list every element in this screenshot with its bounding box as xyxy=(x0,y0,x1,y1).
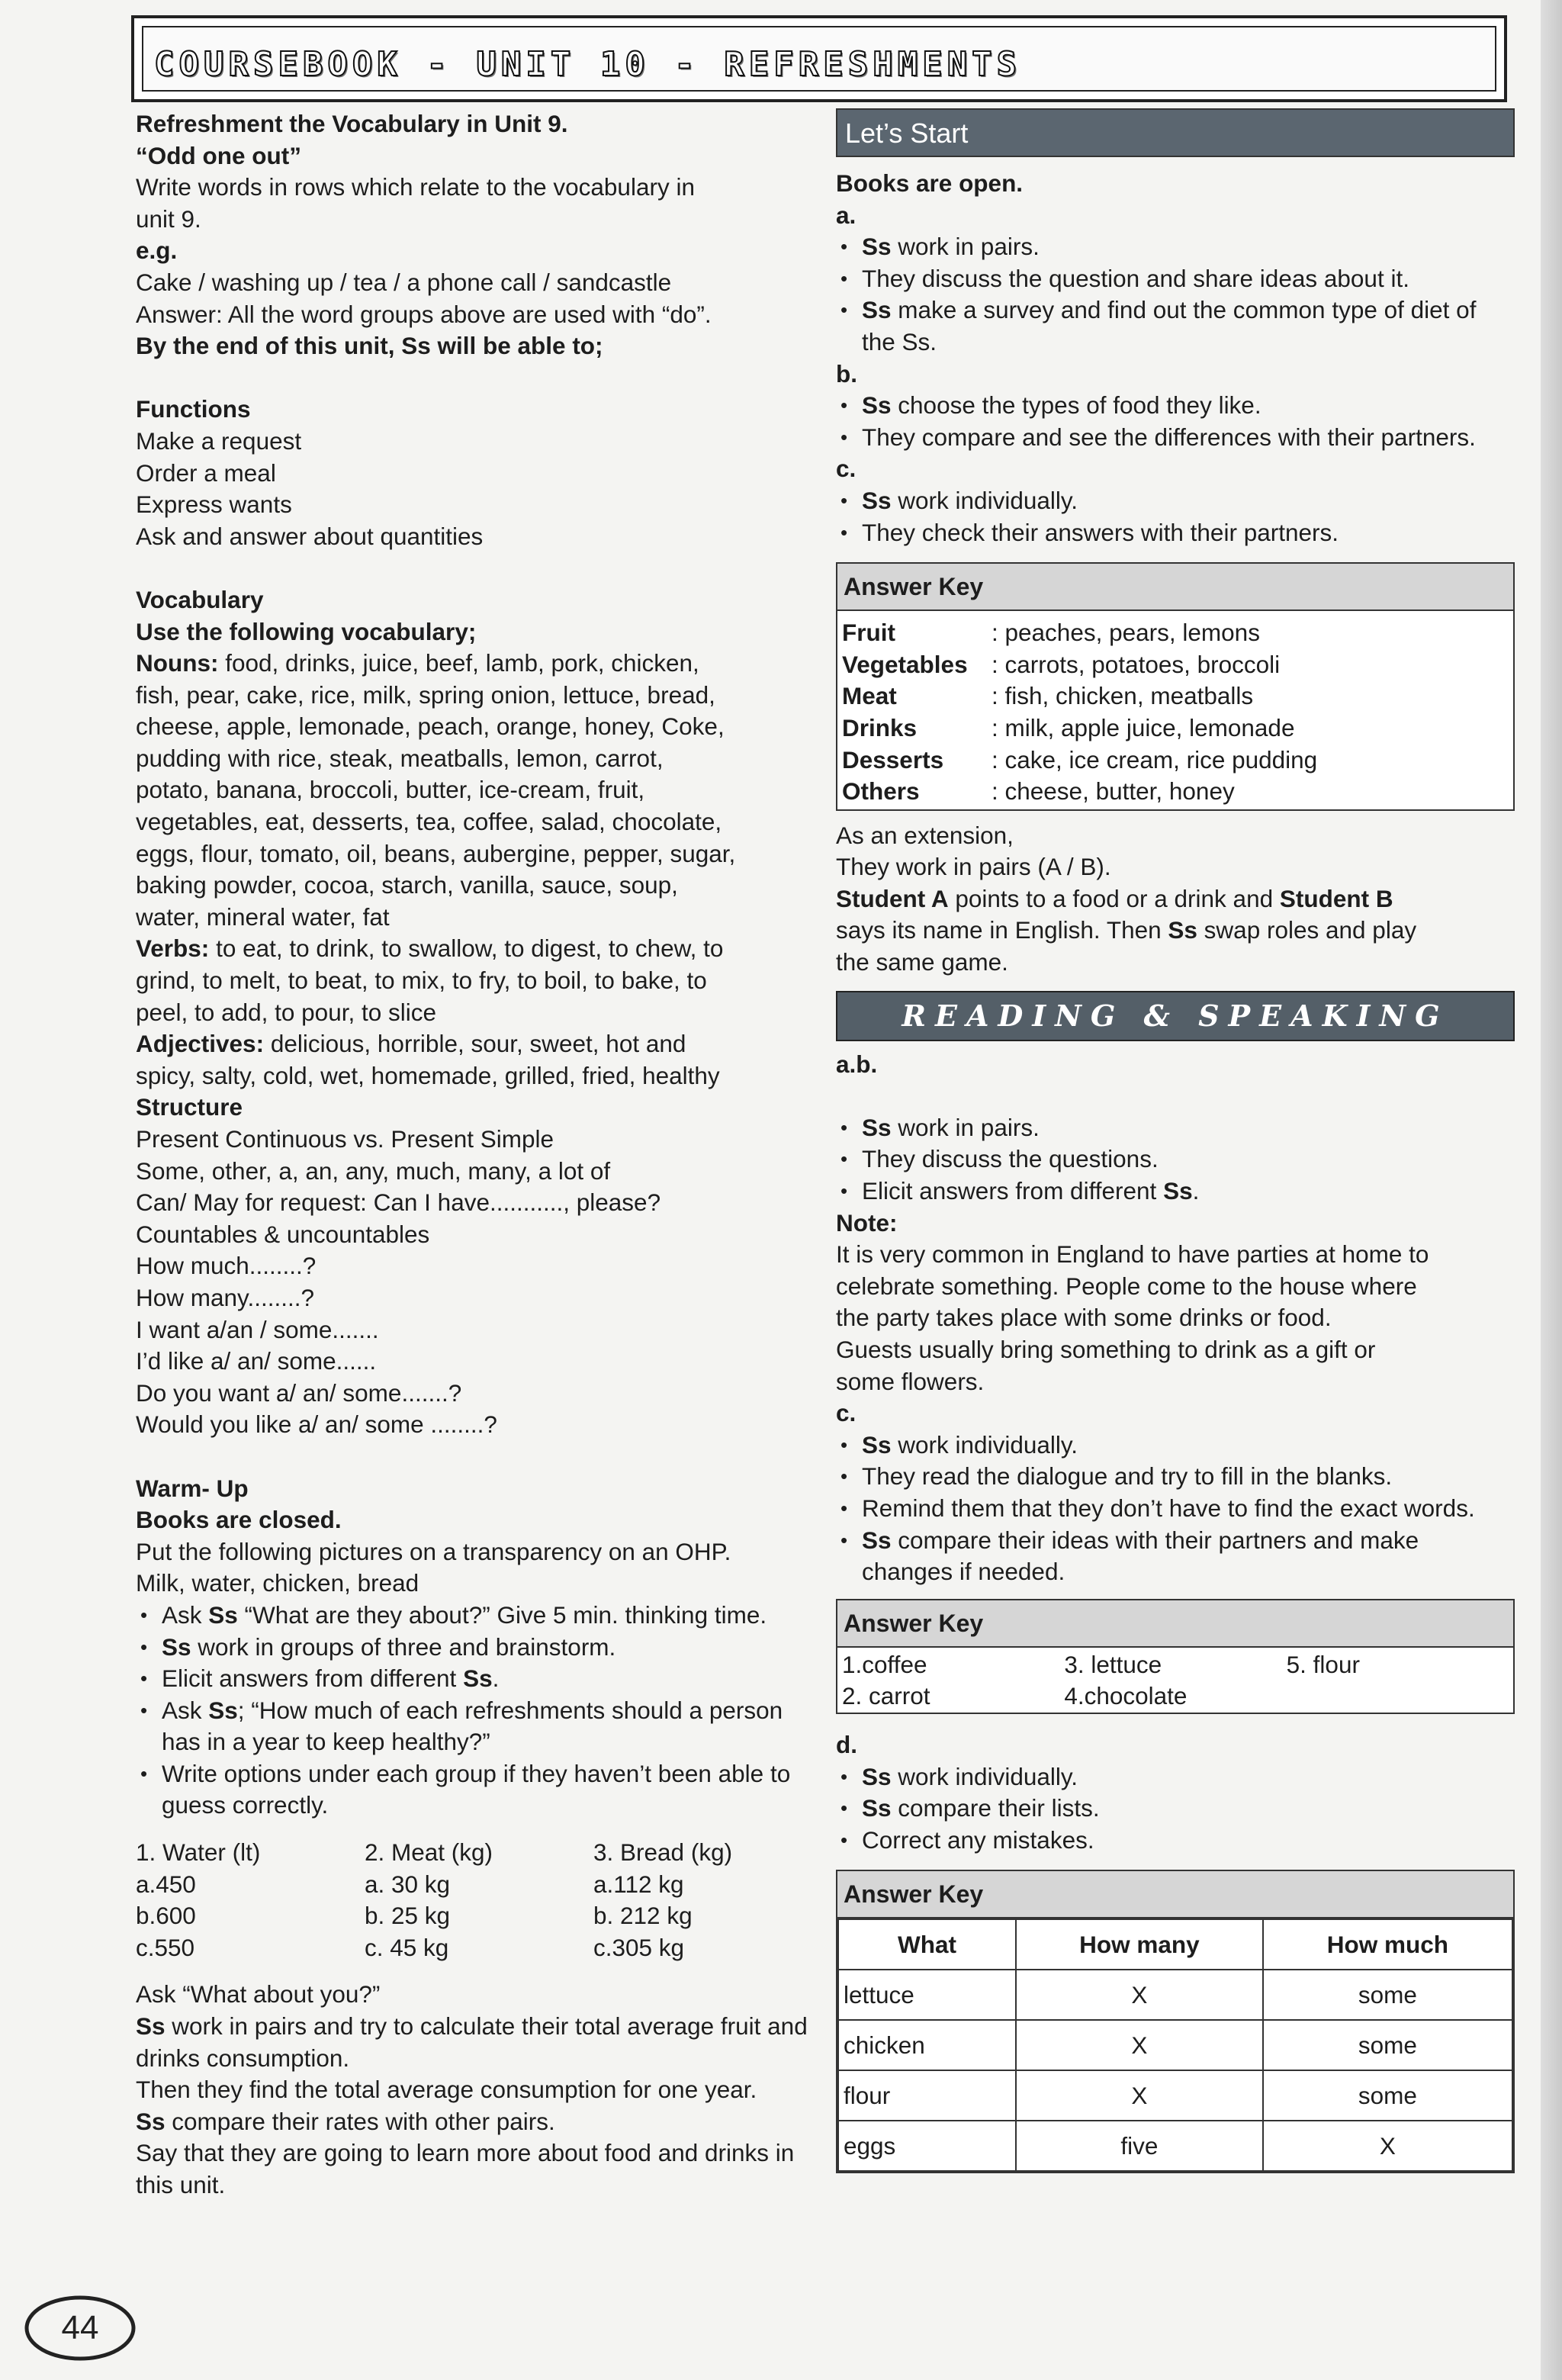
extension-line: As an extension, xyxy=(836,821,1014,849)
right-column xyxy=(836,108,1515,2173)
unit-header-title: COURSEBOOK - UNIT 10 - REFRESHMENTS xyxy=(154,45,1022,84)
answer-key-row: 1.coffee 3. lettuce 5. flour xyxy=(842,1650,1360,1678)
answer-line: Answer: All the word groups above are used with “do”. xyxy=(136,300,712,328)
list-item: • Write options under each group if they haven’t been able to guess correctly. xyxy=(136,1758,822,1822)
table-cell: eggs xyxy=(838,2121,1016,2171)
list-item: • They read the dialogue and try to fill in the blanks. xyxy=(836,1461,1515,1493)
page-number: 44 xyxy=(61,2309,99,2346)
extension-line: says its name in English. Then Ss swap roles and play xyxy=(836,916,1417,944)
table-row xyxy=(838,2121,1512,2171)
adjectives-line xyxy=(136,1028,822,1060)
step-ab-list xyxy=(836,1112,1515,1208)
step-c2-label: c. xyxy=(836,1399,857,1427)
list-item: • Correct any mistakes. xyxy=(836,1825,1515,1857)
function-item: Express wants xyxy=(136,490,292,519)
table-header-row xyxy=(838,1919,1512,1970)
note-line: celebrate something. People come to the house where xyxy=(836,1272,1417,1300)
note-line: Guests usually bring something to drink as a gift or xyxy=(836,1336,1376,1363)
functions-heading: Functions xyxy=(136,395,251,423)
table-cell: X xyxy=(1016,2070,1263,2121)
answer-key-title: Answer Key xyxy=(837,1871,1513,1918)
list-item: • Ss work individually. xyxy=(836,485,1515,517)
nouns-label: Nouns: xyxy=(136,649,219,677)
example-line: Cake / washing up / tea / a phone call / sandcastle xyxy=(136,268,672,296)
option-value: b. 212 kg xyxy=(593,1902,693,1930)
nouns-line: eggs, flour, tomato, oil, beans, aubergine, pepper, sugar, xyxy=(136,839,736,867)
compare-paragraph: Ss compare their rates with other pairs. xyxy=(136,2107,555,2135)
table-row xyxy=(838,2020,1512,2070)
option-value: c.305 kg xyxy=(593,1933,685,1961)
nouns-line: vegetables, eat, desserts, tea, coffee, salad, chocolate, xyxy=(136,808,722,836)
vocabulary-subheading: Use the following vocabulary; xyxy=(136,617,477,645)
nouns-line: fish, pear, cake, rice, milk, spring onion, lettuce, bread, xyxy=(136,680,715,709)
column-header: How many xyxy=(1016,1919,1263,1970)
note-line: the party takes place with some drinks or food. xyxy=(836,1304,1332,1332)
list-item: • Elicit answers from different Ss. xyxy=(836,1176,1515,1208)
books-open-label: Books are open. xyxy=(836,169,1024,197)
objectives-heading: By the end of this unit, Ss will be able to; xyxy=(136,332,603,360)
column-header: What xyxy=(838,1919,1016,1970)
step-b-list xyxy=(836,390,1515,453)
list-item: • They compare and see the differences with their partners. xyxy=(836,422,1515,454)
structure-line: I’d like a/ an/ some...... xyxy=(136,1347,377,1375)
unit-header-banner xyxy=(131,15,1507,102)
note-line: some flowers. xyxy=(836,1367,985,1395)
list-item: • Ss work individually. xyxy=(836,1761,1515,1793)
nouns-line: pudding with rice, steak, meatballs, lemon, carrot, xyxy=(136,744,664,772)
structure-line: How many........? xyxy=(136,1283,314,1311)
items-line: Milk, water, chicken, bread xyxy=(136,1569,419,1597)
structure-line: Do you want a/ an/ some.......? xyxy=(136,1378,462,1407)
answer-key-row: Vegetables : carrots, potatoes, broccoli xyxy=(842,650,1281,678)
table-cell: X xyxy=(1263,2121,1512,2171)
table-row xyxy=(838,1970,1512,2020)
list-item: • Ss choose the types of food they like. xyxy=(836,390,1515,422)
warmup-heading: Warm- Up xyxy=(136,1474,249,1502)
list-item: • Ss work in pairs. xyxy=(836,1112,1515,1144)
answer-key-box-2 xyxy=(836,1599,1515,1714)
structure-line: Can/ May for request: Can I have..........., please? xyxy=(136,1188,661,1217)
verbs-line: peel, to add, to pour, to slice xyxy=(136,998,437,1026)
option-value: a.450 xyxy=(136,1870,196,1898)
quantity-table xyxy=(837,1918,1513,2172)
table-row xyxy=(838,2070,1512,2121)
step-c-list xyxy=(836,485,1515,548)
table-cell: some xyxy=(1263,2020,1512,2070)
list-item: • Elicit answers from different Ss. xyxy=(136,1663,822,1695)
list-item: • Ss work in pairs. xyxy=(836,231,1515,263)
step-d-label: d. xyxy=(836,1730,857,1758)
list-item: • Ss make a survey and find out the common type of diet of the Ss. xyxy=(836,294,1515,358)
function-item: Make a request xyxy=(136,426,302,455)
step-b-label: b. xyxy=(836,359,857,388)
table-cell: X xyxy=(1016,1970,1263,2020)
nouns-line: water, mineral water, fat xyxy=(136,902,390,931)
nouns-text: food, drinks, juice, beef, lamb, pork, chicken, xyxy=(225,649,699,677)
extension-line: the same game. xyxy=(836,948,1008,976)
left-column xyxy=(136,108,822,2202)
verbs-line xyxy=(136,933,822,965)
reading-speaking-banner: READING & SPEAKING xyxy=(836,991,1515,1041)
option-value: a.112 kg xyxy=(593,1870,684,1898)
note-label: Note: xyxy=(836,1208,898,1237)
list-item: • They discuss the question and share ideas about it. xyxy=(836,263,1515,295)
list-item: • Ss compare their lists. xyxy=(836,1793,1515,1825)
answer-key-title: Answer Key xyxy=(837,564,1513,611)
option-header: 1. Water (lt) xyxy=(136,1838,261,1867)
table-cell: some xyxy=(1263,1970,1512,2020)
table-cell: five xyxy=(1016,2121,1263,2171)
water-options xyxy=(136,1837,365,1963)
structure-line: I want a/an / some....... xyxy=(136,1315,379,1343)
nouns-line: cheese, apple, lemonade, peach, orange, honey, Coke, xyxy=(136,712,725,741)
column-header: How much xyxy=(1263,1919,1512,1970)
option-value: b.600 xyxy=(136,1902,196,1930)
answer-key-box-3 xyxy=(836,1870,1515,2173)
list-item: • Ss compare their ideas with their partners and make changes if needed. xyxy=(836,1525,1515,1588)
extension-line: Student A points to a food or a drink and Student B xyxy=(836,884,1393,912)
refresh-title: Refreshment the Vocabulary in Unit 9. xyxy=(136,110,568,137)
adjectives-label: Adjectives: xyxy=(136,1030,265,1058)
pairs-paragraph: Ss work in pairs and try to calculate their total average fruit and drinks consumption. xyxy=(136,2012,808,2072)
nouns-line: baking powder, cocoa, starch, vanilla, sauce, soup, xyxy=(136,871,678,899)
answer-key-box-1 xyxy=(836,562,1515,811)
answer-key-row: 2. carrot 4.chocolate xyxy=(842,1682,1188,1710)
step-c2-list xyxy=(836,1430,1515,1588)
lets-start-banner: Let’s Start xyxy=(836,108,1515,157)
step-d-list xyxy=(836,1761,1515,1857)
structure-heading: Structure xyxy=(136,1093,243,1121)
page-number-badge xyxy=(23,2292,137,2365)
option-value: b. 25 kg xyxy=(365,1902,451,1930)
books-closed-label: Books are closed. xyxy=(136,1506,342,1534)
step-a-list xyxy=(836,231,1515,358)
answer-key-title: Answer Key xyxy=(837,1600,1513,1648)
list-item: • Ask Ss “What are they about?” Give 5 min. thinking time. xyxy=(136,1600,822,1632)
nouns-line: potato, banana, broccoli, butter, ice-cream, fruit, xyxy=(136,776,645,804)
option-header: 2. Meat (kg) xyxy=(365,1838,493,1867)
table-cell: some xyxy=(1263,2070,1512,2121)
adjectives-text: delicious, horrible, sour, sweet, hot and xyxy=(270,1030,686,1058)
answer-key-row: Desserts : cake, ice cream, rice pudding xyxy=(842,745,1318,774)
page-edge-shadow xyxy=(1541,0,1562,2380)
list-item: • Ss work individually. xyxy=(836,1430,1515,1462)
answer-key-row: Others : cheese, butter, honey xyxy=(842,777,1235,806)
function-item: Ask and answer about quantities xyxy=(136,522,484,550)
step-c-label: c. xyxy=(836,455,857,483)
step-a-label: a. xyxy=(836,201,857,229)
consumption-options xyxy=(136,1837,822,1963)
verbs-line: grind, to melt, to beat, to mix, to fry, to boil, to bake, to xyxy=(136,966,707,995)
option-value: a. 30 kg xyxy=(365,1870,451,1898)
list-item: • Remind them that they don’t have to find the exact words. xyxy=(836,1493,1515,1525)
meat-options xyxy=(365,1837,593,1963)
say-paragraph: Say that they are going to learn more about food and drinks in this unit. xyxy=(136,2139,795,2198)
bread-options xyxy=(593,1837,822,1963)
adjectives-line: spicy, salty, cold, wet, homemade, grilled, fried, healthy xyxy=(136,1061,720,1089)
table-cell: lettuce xyxy=(838,1970,1016,2020)
step-ab-label: a.b. xyxy=(836,1050,878,1078)
list-item: • Ask Ss; “How much of each refreshments should a person has in a year to keep healthy?” xyxy=(136,1695,822,1758)
structure-line: Countables & uncountables xyxy=(136,1220,430,1248)
list-item: • They discuss the questions. xyxy=(836,1143,1515,1176)
option-value: c.550 xyxy=(136,1933,195,1961)
then-paragraph: Then they find the total average consumption for one year. xyxy=(136,2076,757,2104)
ask-you-line: Ask “What about you?” xyxy=(136,1980,381,2009)
structure-line: Some, other, a, an, any, much, many, a lot of xyxy=(136,1156,611,1185)
extension-line: They work in pairs (A / B). xyxy=(836,853,1111,881)
warmup-bullet-list xyxy=(136,1600,822,1822)
instruction-line: unit 9. xyxy=(136,204,201,233)
note-line: It is very common in England to have parties at home to xyxy=(836,1240,1429,1269)
structure-line: Would you like a/ an/ some ........? xyxy=(136,1410,497,1439)
nouns-line xyxy=(136,648,822,680)
verbs-text: to eat, to drink, to swallow, to digest, to chew, to xyxy=(216,934,724,963)
unit-header-inner-frame xyxy=(142,26,1496,92)
answer-key-row: Drinks : milk, apple juice, lemonade xyxy=(842,713,1295,741)
table-cell: chicken xyxy=(838,2020,1016,2070)
function-item: Order a meal xyxy=(136,458,276,487)
table-cell: flour xyxy=(838,2070,1016,2121)
vocabulary-heading: Vocabulary xyxy=(136,585,264,613)
eg-label: e.g. xyxy=(136,236,178,265)
list-item: • They check their answers with their partners. xyxy=(836,517,1515,549)
option-value: c. 45 kg xyxy=(365,1933,449,1961)
put-pictures-line: Put the following pictures on a transparency on an OHP. xyxy=(136,1537,731,1565)
odd-one-out-title: “Odd one out” xyxy=(136,141,301,169)
answer-key-row: Meat : fish, chicken, meatballs xyxy=(842,682,1254,710)
list-item: • Ss work in groups of three and brainstorm. xyxy=(136,1632,822,1664)
table-cell: X xyxy=(1016,2020,1263,2070)
option-header: 3. Bread (kg) xyxy=(593,1838,733,1867)
structure-line: Present Continuous vs. Present Simple xyxy=(136,1125,554,1153)
answer-key-row: Fruit : peaches, pears, lemons xyxy=(842,619,1260,647)
structure-line: How much........? xyxy=(136,1252,317,1280)
verbs-label: Verbs: xyxy=(136,934,210,963)
instruction-line: Write words in rows which relate to the vocabulary in xyxy=(136,173,695,201)
